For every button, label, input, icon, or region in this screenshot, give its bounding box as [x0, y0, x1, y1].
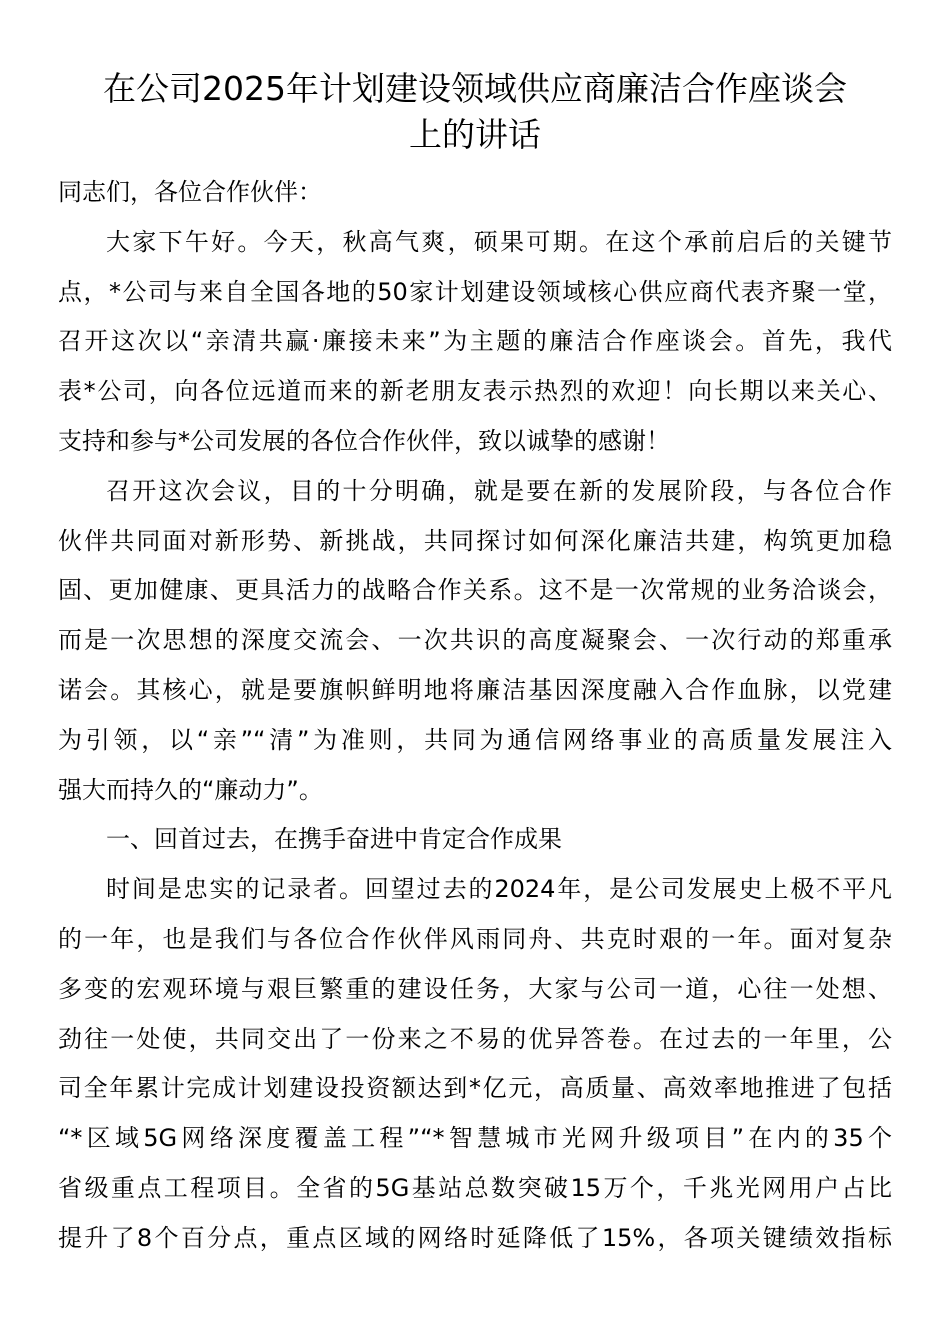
text-line: 而是一次思想的深度交流会、一次共识的高度凝聚会、一次行动的郑重承	[58, 626, 892, 655]
text-line: 诺会。其核心，就是要旗帜鲜明地将廉洁基因深度融入合作血脉，以党建	[58, 675, 892, 704]
greeting: 同志们，各位合作伙伴：	[58, 178, 322, 206]
text-line: 的一年，也是我们与各位合作伙伴风雨同舟、共克时艰的一年。面对复杂	[58, 924, 892, 953]
text-line: 一、回首过去，在携手奋进中肯定合作成果	[106, 825, 562, 854]
text-line: 召开这次会议，目的十分明确，就是要在新的发展阶段，与各位合作	[106, 476, 892, 505]
text-line: 为引领，以“亲”“清”为准则，共同为通信网络事业的高质量发展注入	[58, 725, 892, 754]
title-line: 在公司2025年计划建设领域供应商廉洁合作座谈会	[103, 69, 847, 108]
text-line: 大家下午好。今天，秋高气爽，硕果可期。在这个承前启后的关键节	[106, 227, 892, 256]
text-line: 强大而持久的“廉动力”。	[58, 775, 323, 804]
document-title	[58, 66, 892, 158]
text-line: 召开这次以“亲清共赢·廉接未来”为主题的廉洁合作座谈会。首先，我代	[58, 327, 892, 356]
text-line: 固、更加健康、更具活力的战略合作关系。这不是一次常规的业务洽谈会，	[58, 576, 892, 605]
text-line: 司全年累计完成计划建设投资额达到*亿元，高质量、高效率地推进了包括	[58, 1074, 892, 1103]
paragraph-opening	[58, 218, 892, 467]
text-line: 点，*公司与来自全国各地的50家计划建设领域核心供应商代表齐聚一堂，	[58, 277, 892, 306]
text-line: 多变的宏观环境与艰巨繁重的建设任务，大家与公司一道，心往一处想、	[58, 974, 892, 1003]
paragraph-review	[58, 865, 892, 1263]
text-line: 时间是忠实的记录者。回望过去的2024年，是公司发展史上极不平凡	[106, 875, 892, 904]
text-line: 支持和参与*公司发展的各位合作伙伴，致以诚挚的感谢！	[58, 426, 670, 455]
paragraph-purpose	[58, 467, 892, 816]
text-line: 提升了8个百分点，重点区域的网络时延降低了15%，各项关键绩效指标	[58, 1223, 892, 1252]
text-line: 表*公司，向各位远道而来的新老朋友表示热烈的欢迎！向长期以来关心、	[58, 377, 892, 406]
text-line: 劲往一处使，共同交出了一份来之不易的优异答卷。在过去的一年里，公	[58, 1024, 892, 1053]
text-line: 省级重点工程项目。全省的5G基站总数突破15万个，千兆光网用户占比	[58, 1173, 892, 1202]
text-line: “*区域5G网络深度覆盖工程”“*智慧城市光网升级项目”在内的35个	[58, 1124, 892, 1153]
title-line: 上的讲话	[409, 115, 541, 154]
document-page	[58, 66, 892, 1264]
text-line: 伙伴共同面对新形势、新挑战，共同探讨如何深化廉洁共建，构筑更加稳	[58, 526, 892, 555]
section-heading	[58, 815, 892, 865]
